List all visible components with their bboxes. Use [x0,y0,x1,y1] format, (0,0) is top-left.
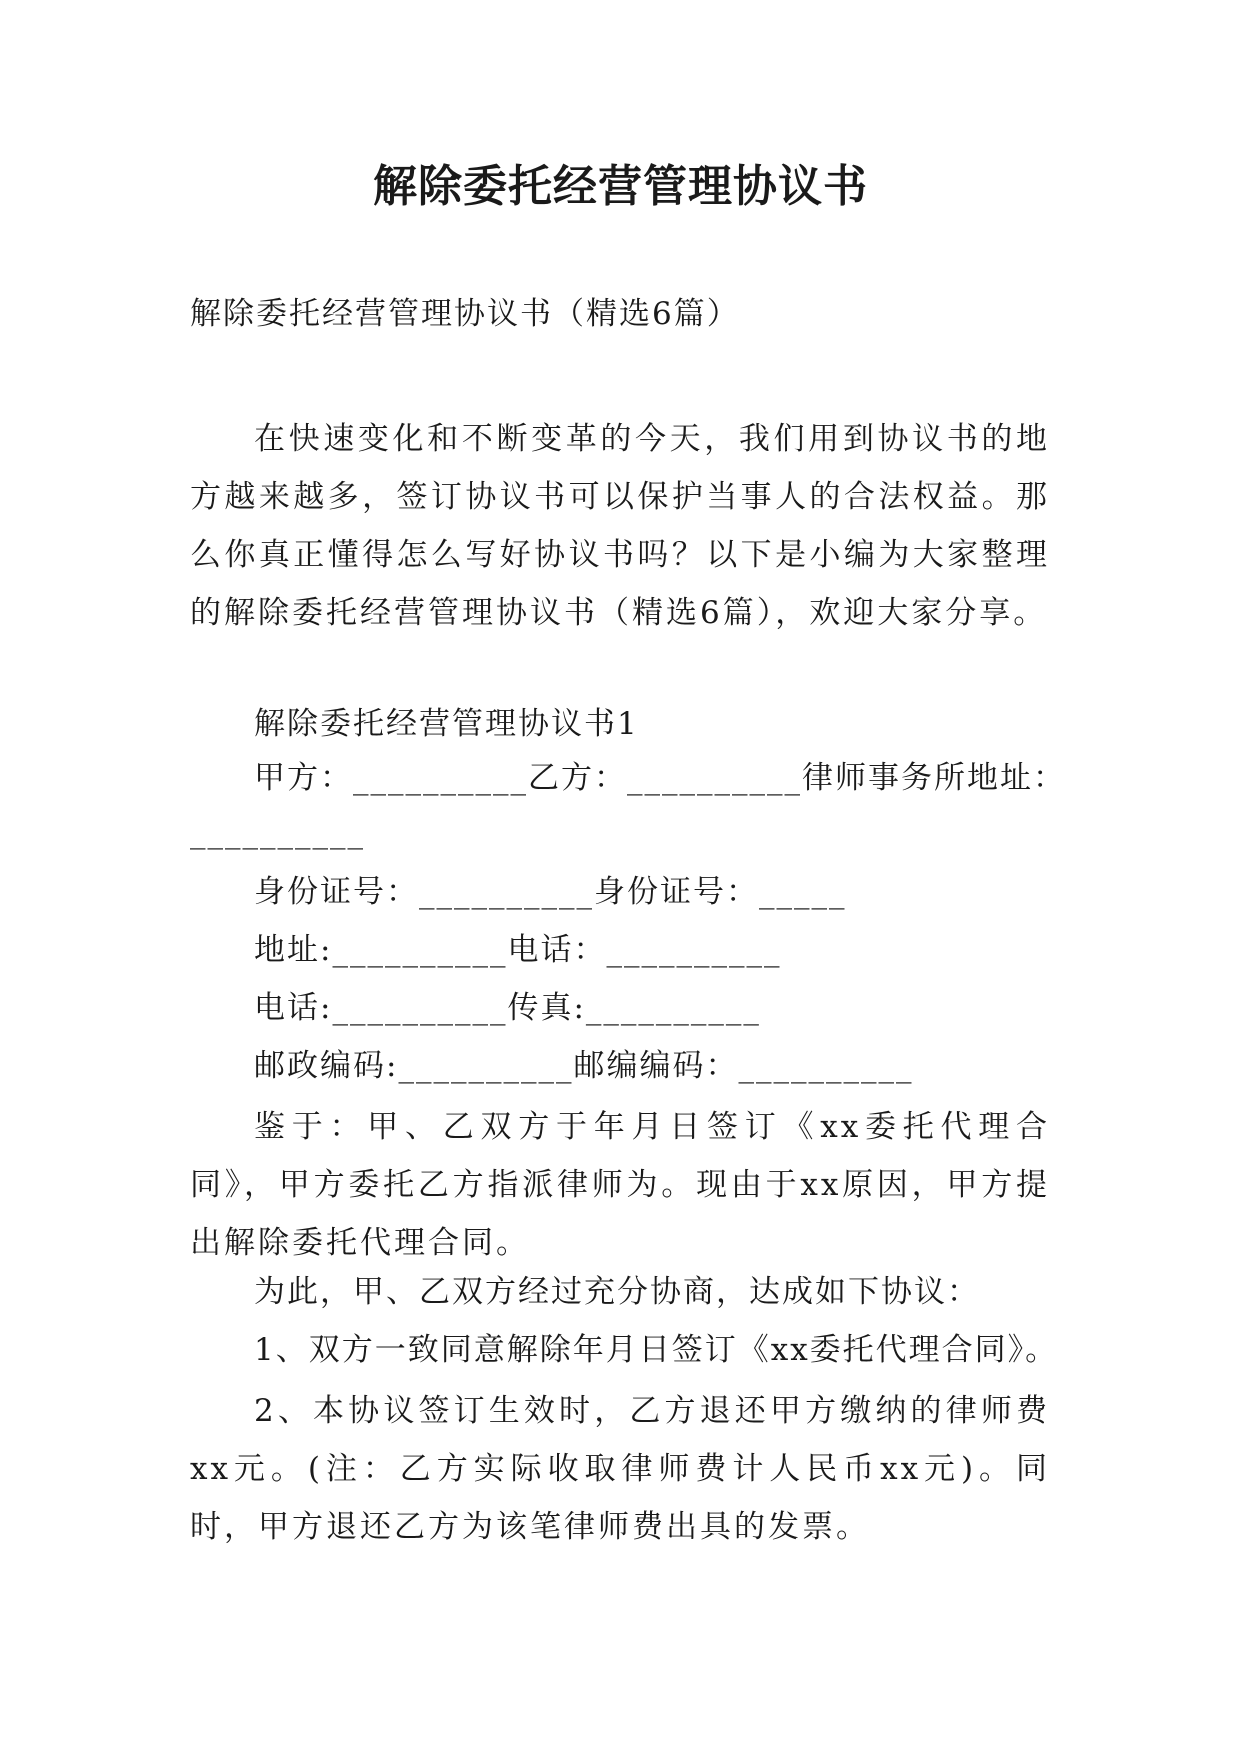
id-number-line: 身份证号：__________身份证号：_____ [254,874,847,910]
section-heading: 解除委托经营管理协议书1 [254,706,639,742]
clause-2: 2、本协议签订生效时，乙方退还甲方缴纳的律师费xx元。(注：乙方实际收取律师费计人民币xx元)。同时，甲方退还乙方为该笔律师费出具的发票。 [190,1393,1050,1545]
postcode-line: 邮政编码:__________邮编编码：__________ [254,1048,914,1084]
intro-paragraph: 在快速变化和不断变革的今天，我们用到协议书的地方越来越多，签订协议书可以保护当事人的合法权益。那么你真正懂得怎么写好协议书吗？以下是小编为大家整理的解除委托经营管理协议书（精选6篇），欢迎大家分享。 [190,421,1050,631]
phone-fax-line: 电话:__________传真:__________ [254,990,761,1026]
address-blank: __________ [190,814,365,850]
party-line: 甲方：__________乙方：__________律师事务所地址： [254,760,1066,796]
whereas-paragraph: 鉴于：甲、乙双方于年月日签订《xx委托代理合同》，甲方委托乙方指派律师为。现由于xx原因，甲方提出解除委托代理合同。 [190,1109,1050,1261]
document-title: 解除委托经营管理协议书 [373,161,868,212]
agreement-intro: 为此，甲、乙双方经过充分协商，达成如下协议： [254,1274,980,1310]
document-subtitle: 解除委托经营管理协议书（精选6篇） [190,296,740,332]
address-phone-line: 地址:__________电话：__________ [254,932,782,968]
clause-1: 1、双方一致同意解除年月日签订《xx委托代理合同》。 [254,1332,1059,1368]
